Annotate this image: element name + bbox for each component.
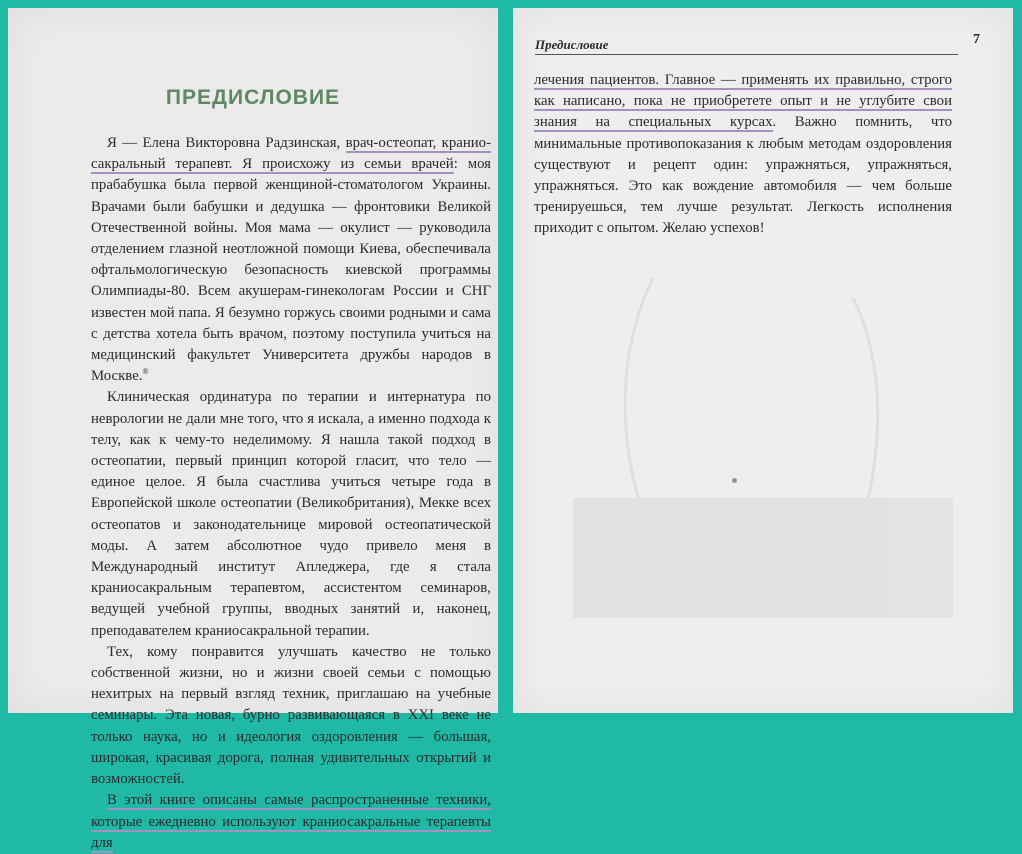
paragraph-2: Клиническая ординатура по терапии и интернатура по неврологии не дали мне того, что я искала, а именно подхода к телу, как к чему-то неделимому. Я нашла такой подход в остеопатии, первый принцип которой гласит, что тело — единое целое. Я была счастлива учиться четыре года в Европейской школе остеопатии (Великобритания), Мекке всех остеопатов и законодательнице мировой остеопатической моды. А затем абсолютное чудо привело меня в Международный институт Апледжера, где я стала краниосакральным терапевтом, ассистентом семинаров, ведущей учебной группы, вводных занятий и, наконец, преподавателем краниосакральной терапии. bbox=[91, 389, 491, 639]
highlighted-text: В этой книге описаны самые распространенные техники, которые ежедневно используют краниосакральные терапевты для bbox=[91, 792, 491, 851]
paragraph-1 bbox=[91, 133, 491, 387]
paragraph-4 bbox=[91, 790, 491, 854]
speck bbox=[732, 478, 737, 483]
highlighted-text: врач-остеопат, краниосакральный терапевт. Я происхожу из семьи врачей bbox=[91, 135, 491, 173]
text-run: . Важно помнить, что минимальные противопоказания к любым методам оздоровления существуют и рецепт один: упражняться, упражняться, упражняться. Это как вождение автомобиля — чем больше тренируешься, тем лучше результат. Легкость исполнения приходит с опытом. Желаю успехов! bbox=[534, 114, 952, 237]
right-page-text bbox=[534, 70, 952, 240]
running-head bbox=[535, 32, 980, 55]
page-number: 7 bbox=[973, 32, 980, 47]
paragraph-continued bbox=[534, 70, 952, 240]
chapter-title: ПРЕДИСЛОВИЕ bbox=[165, 86, 341, 109]
text-run: : моя прабабушка была первой женщиной-стоматологом Украины. Врачами были бабушки и дедушка — фронтовики Великой Отечественной войны. Моя мама — окулист — руководила отделением глазной неотложной помощи Киева, обеспечивала офтальмологическую безопасность киевской программы Олимпиады-80. Всем акушерам-гинекологам России и СНГ известен мой папа. Я безумно горжусь своими родными и сама с детства хотела быть врачом, поэтому поступила учиться на медицинский факультет Университета дружбы народов в Москве. bbox=[91, 156, 491, 385]
text-run: Я — Елена Викторовна Радзинская, bbox=[107, 135, 346, 151]
registered-mark: ® bbox=[142, 367, 149, 377]
right-page bbox=[513, 8, 1013, 713]
highlighted-text: лечения пациентов. Главное — применять их правильно, строго как написано, пока не приобретете опыт и не углубите свои знания на специальных курсах bbox=[534, 72, 952, 131]
show-through-illustration bbox=[553, 238, 973, 658]
left-page bbox=[8, 8, 498, 851]
running-title: Предисловие bbox=[535, 37, 609, 52]
left-page-text bbox=[91, 133, 491, 854]
paragraph-3: Тех, кому понравится улучшать качество не только собственной жизни, но и жизни своей семьи с помощью нехитрых на первый взгляд техник, приглашаю на учебные семинары. Эта новая, бурно развивающаяся в XXI веке не только наука, но и идеология оздоровления — большая, широкая, красивая дорога, полная удивительных открытий и возможностей. bbox=[91, 643, 491, 788]
